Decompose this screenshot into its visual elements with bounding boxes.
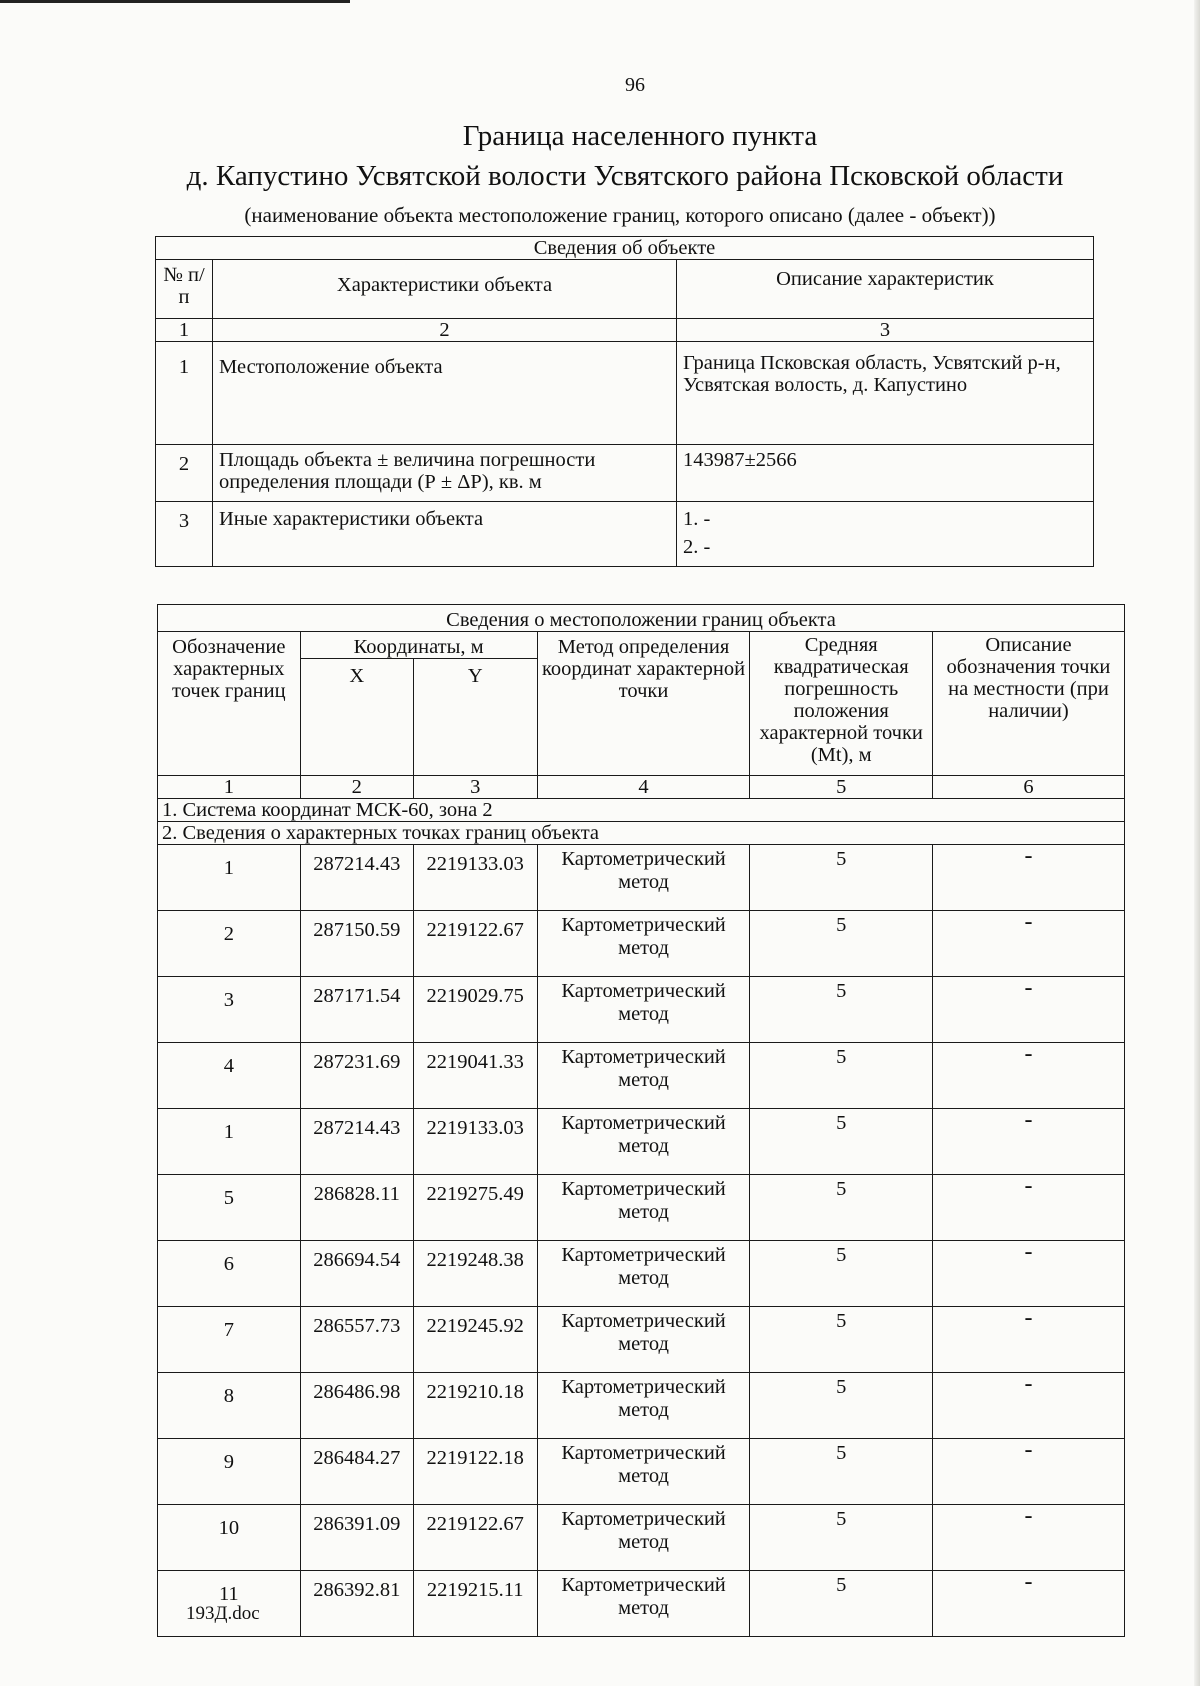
point-id: 9 [158,1439,301,1505]
points-table-heading: Сведения о местоположении границ объекта [158,605,1125,632]
point-y: 2219248.38 [413,1241,537,1307]
point-method-line: Картометрический [561,1442,726,1464]
points-heading-row [158,822,1125,845]
col-number: 5 [750,776,932,799]
point-error: 5 [750,1043,932,1109]
points-table-number-row [158,776,1125,799]
point-method [537,1175,750,1241]
point-method-line: Картометрический [561,1244,726,1266]
point-description: - [932,1109,1124,1175]
object-row-area [156,445,1094,502]
point-x: 286391.09 [300,1505,413,1571]
object-info-table [155,236,1094,567]
point-x: 286486.98 [300,1373,413,1439]
boundary-point-row [158,1043,1125,1109]
other-characteristic-line: 1. - [683,508,711,530]
boundary-point-row [158,1109,1125,1175]
point-id: 8 [158,1373,301,1439]
boundary-points-table [157,604,1125,1637]
point-y: 2219133.03 [413,1109,537,1175]
point-error: 5 [750,1571,932,1637]
document-caption: (наименование объекта местоположение границ, которого описано (далее - объект)) [244,203,996,227]
point-description: - [932,1241,1124,1307]
point-x: 286557.73 [300,1307,413,1373]
boundary-point-row [158,1373,1125,1439]
point-method-line: Картометрический [561,914,726,936]
col-header-point-description: Описание обозначения точки на местности (при наличии) [932,632,1124,776]
point-method-line: метод [618,1399,669,1421]
row-characteristic: Местоположение объекта [213,342,677,445]
object-table-number-row [156,319,1094,342]
footer-filename: 193Д.doc [186,1603,260,1624]
point-method-line: метод [618,1597,669,1619]
col-number: 2 [300,776,413,799]
col-header-characteristics: Характеристики объекта [213,260,677,319]
point-method [537,977,750,1043]
point-x: 286484.27 [300,1439,413,1505]
object-table-heading: Сведения об объекте [156,237,1094,260]
point-y: 2219041.33 [413,1043,537,1109]
boundary-point-row [158,1307,1125,1373]
point-description: - [932,1505,1124,1571]
col-header-x: X [300,659,413,776]
point-id: 11 [158,1571,301,1637]
col-header-coordinates: Координаты, м [300,632,537,659]
point-method [537,911,750,977]
point-error: 5 [750,1241,932,1307]
row-characteristic: Площадь объекта ± величина погрешности определения площади (Р ± ΔР), кв. м [213,445,677,502]
point-description: - [932,1373,1124,1439]
other-characteristic-line: 2. - [683,536,711,558]
point-method-line: метод [618,1465,669,1487]
point-description: - [932,1571,1124,1637]
boundary-point-row [158,1175,1125,1241]
point-error: 5 [750,1373,932,1439]
point-error: 5 [750,1307,932,1373]
document-subtitle: д. Капустино Усвятской волости Усвятского района Псковской области [186,160,1064,192]
point-y: 2219245.92 [413,1307,537,1373]
col-header-designation: Обозначение характерных точек границ [158,632,301,776]
object-row-other [156,502,1094,567]
point-error: 5 [750,1175,932,1241]
points-table-heading-row [158,605,1125,632]
row-description: 143987±2566 [677,445,1094,502]
point-x: 287171.54 [300,977,413,1043]
point-description: - [932,845,1124,911]
point-method [537,1043,750,1109]
point-method-line: Картометрический [561,848,726,870]
points-heading: 2. Сведения о характерных точках границ объекта [158,822,1125,845]
point-id: 2 [158,911,301,977]
col-number: 1 [158,776,301,799]
row-number: 1 [156,342,213,445]
point-method-line: метод [618,1267,669,1289]
col-header-no: № п/п [156,260,213,319]
point-method-line: Картометрический [561,1178,726,1200]
row-number: 3 [156,502,213,567]
col-header-y: Y [413,659,537,776]
col-number: 6 [932,776,1124,799]
row-description [677,502,1094,567]
point-y: 2219133.03 [413,845,537,911]
col-number: 2 [213,319,677,342]
point-y: 2219122.67 [413,1505,537,1571]
point-method [537,1373,750,1439]
point-method [537,1505,750,1571]
document-title: Граница населенного пункта [462,120,818,152]
point-y: 2219122.18 [413,1439,537,1505]
point-method-line: Картометрический [561,1574,726,1596]
point-y: 2219122.67 [413,911,537,977]
point-method-line: метод [618,1333,669,1355]
point-method-line: метод [618,1003,669,1025]
point-description: - [932,1043,1124,1109]
object-table-header-row [156,260,1094,319]
points-table-header-row [158,632,1125,659]
point-id: 3 [158,977,301,1043]
point-id: 7 [158,1307,301,1373]
page-number: 96 [625,74,645,96]
point-method [537,1109,750,1175]
col-number: 3 [677,319,1094,342]
point-x: 287150.59 [300,911,413,977]
point-x: 286392.81 [300,1571,413,1637]
point-x: 286694.54 [300,1241,413,1307]
row-description: Граница Псковская область, Усвятский р-н, Усвятская волость, д. Капустино [677,342,1094,445]
scan-edge-mark [0,0,350,3]
col-number: 3 [413,776,537,799]
boundary-point-row [158,977,1125,1043]
col-header-method: Метод определения координат характерной точки [537,632,750,776]
scan-page-edge [1194,0,1200,1686]
point-description: - [932,911,1124,977]
point-method-line: метод [618,1135,669,1157]
point-method-line: Картометрический [561,1112,726,1134]
point-id: 6 [158,1241,301,1307]
point-x: 286828.11 [300,1175,413,1241]
point-method [537,845,750,911]
point-method-line: метод [618,937,669,959]
point-description: - [932,1439,1124,1505]
point-method-line: Картометрический [561,1310,726,1332]
col-header-description: Описание характеристик [677,260,1094,319]
point-id: 1 [158,1109,301,1175]
coordinate-system-row [158,799,1125,822]
point-description: - [932,977,1124,1043]
point-y: 2219215.11 [413,1571,537,1637]
row-characteristic: Иные характеристики объекта [213,502,677,567]
coordinate-system: 1. Система координат МСК-60, зона 2 [158,799,1125,822]
point-id: 5 [158,1175,301,1241]
point-error: 5 [750,845,932,911]
point-x: 287214.43 [300,845,413,911]
row-number: 2 [156,445,213,502]
point-method-line: метод [618,871,669,893]
point-method-line: метод [618,1531,669,1553]
point-method-line: метод [618,1201,669,1223]
point-y: 2219275.49 [413,1175,537,1241]
point-method [537,1439,750,1505]
boundary-point-row [158,1241,1125,1307]
point-method-line: Картометрический [561,980,726,1002]
point-id: 10 [158,1505,301,1571]
boundary-point-row [158,1571,1125,1637]
boundary-point-row [158,1505,1125,1571]
point-error: 5 [750,911,932,977]
point-description: - [932,1307,1124,1373]
point-id: 4 [158,1043,301,1109]
boundary-point-row [158,1439,1125,1505]
point-error: 5 [750,1505,932,1571]
point-error: 5 [750,1109,932,1175]
object-row-location [156,342,1094,445]
point-method-line: Картометрический [561,1508,726,1530]
boundary-point-row [158,845,1125,911]
point-error: 5 [750,977,932,1043]
point-description: - [932,1175,1124,1241]
point-y: 2219210.18 [413,1373,537,1439]
point-y: 2219029.75 [413,977,537,1043]
point-x: 287231.69 [300,1043,413,1109]
point-method-line: Картометрический [561,1046,726,1068]
col-number: 4 [537,776,750,799]
col-number: 1 [156,319,213,342]
point-method [537,1571,750,1637]
points-body [158,845,1125,1637]
point-x: 287214.43 [300,1109,413,1175]
point-method [537,1241,750,1307]
object-table-heading-row [156,237,1094,260]
col-header-error: Средняя квадратическая погрешность положения характерной точки (Mt), м [750,632,932,776]
point-method-line: Картометрический [561,1376,726,1398]
point-id: 1 [158,845,301,911]
point-error: 5 [750,1439,932,1505]
boundary-point-row [158,911,1125,977]
point-method-line: метод [618,1069,669,1091]
point-method [537,1307,750,1373]
